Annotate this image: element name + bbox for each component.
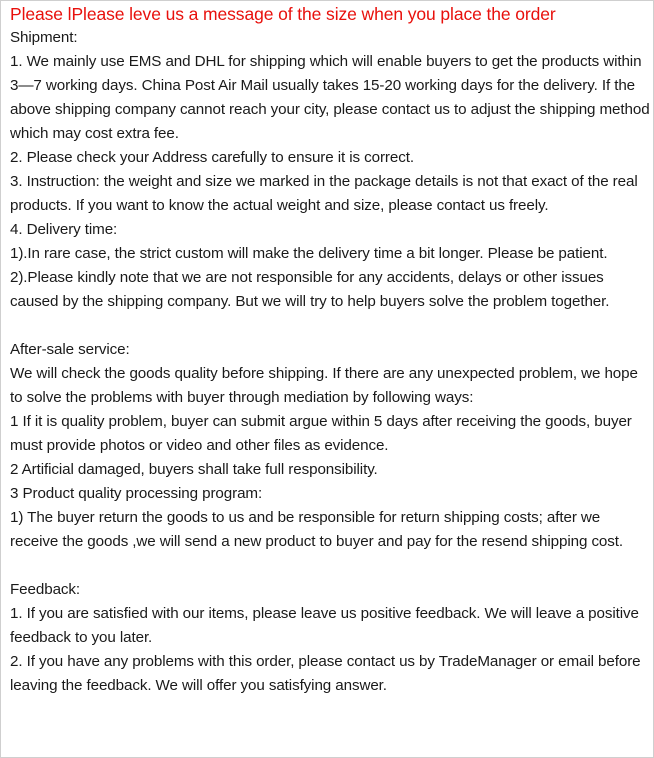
shipment-item-1: 1. We mainly use EMS and DHL for shipping which will enable buyers to get the products within 3—7 working days. China Post Air Mail usually takes 15-20 working days for the delivery. If the above shipping company cannot reach your city, please contact us to adjust the shipping method which may cost extra fee. bbox=[10, 53, 650, 142]
after-sale-intro: We will check the goods quality before shipping. If there are any unexpected problem, we hope to solve the problems with buyer through mediation by following ways: bbox=[10, 365, 638, 406]
after-sale-item-3: 3 Product quality processing program: bbox=[10, 485, 263, 502]
feedback-heading: Feedback: bbox=[10, 581, 81, 598]
after-sale-process-1: 1) The buyer return the goods to us and be responsible for return shipping costs; after we receive the goods ,we will send a new product to buyer and pay for the resend shipping cost. bbox=[10, 509, 624, 550]
delivery-note-2: 2).Please kindly note that we are not responsible for any accidents, delays or other issues caused by the shipping company. But we will try to help buyers solve the problem together. bbox=[10, 269, 610, 310]
feedback-item-1: 1. If you are satisfied with our items, please leave us positive feedback. We will leave a positive feedback to you later. bbox=[10, 605, 639, 646]
delivery-note-1: 1).In rare case, the strict custom will make the delivery time a bit longer. Please be patient. bbox=[10, 245, 608, 262]
size-message-notice: Please lPlease leve us a message of the size when you place the order bbox=[10, 4, 556, 24]
description-content bbox=[10, 2, 650, 698]
shipment-item-2: 2. Please check your Address carefully to ensure it is correct. bbox=[10, 149, 414, 166]
shipment-item-3: 3. Instruction: the weight and size we marked in the package details is not that exact of the real products. If you want to know the actual weight and size, please contact us freely. bbox=[10, 173, 638, 214]
shipment-heading: Shipment: bbox=[10, 29, 78, 46]
after-sale-item-1: 1 If it is quality problem, buyer can submit argue within 5 days after receiving the goods, buyer must provide photos or video and other files as evidence. bbox=[10, 413, 632, 454]
after-sale-heading: After-sale service: bbox=[10, 341, 130, 358]
shipment-item-4: 4. Delivery time: bbox=[10, 221, 118, 238]
section-spacer bbox=[10, 314, 650, 338]
after-sale-item-2: 2 Artificial damaged, buyers shall take full responsibility. bbox=[10, 461, 378, 478]
section-spacer bbox=[10, 554, 650, 578]
feedback-item-2: 2. If you have any problems with this order, please contact us by TradeManager or email before leaving the feedback. We will offer you satisfying answer. bbox=[10, 653, 641, 694]
